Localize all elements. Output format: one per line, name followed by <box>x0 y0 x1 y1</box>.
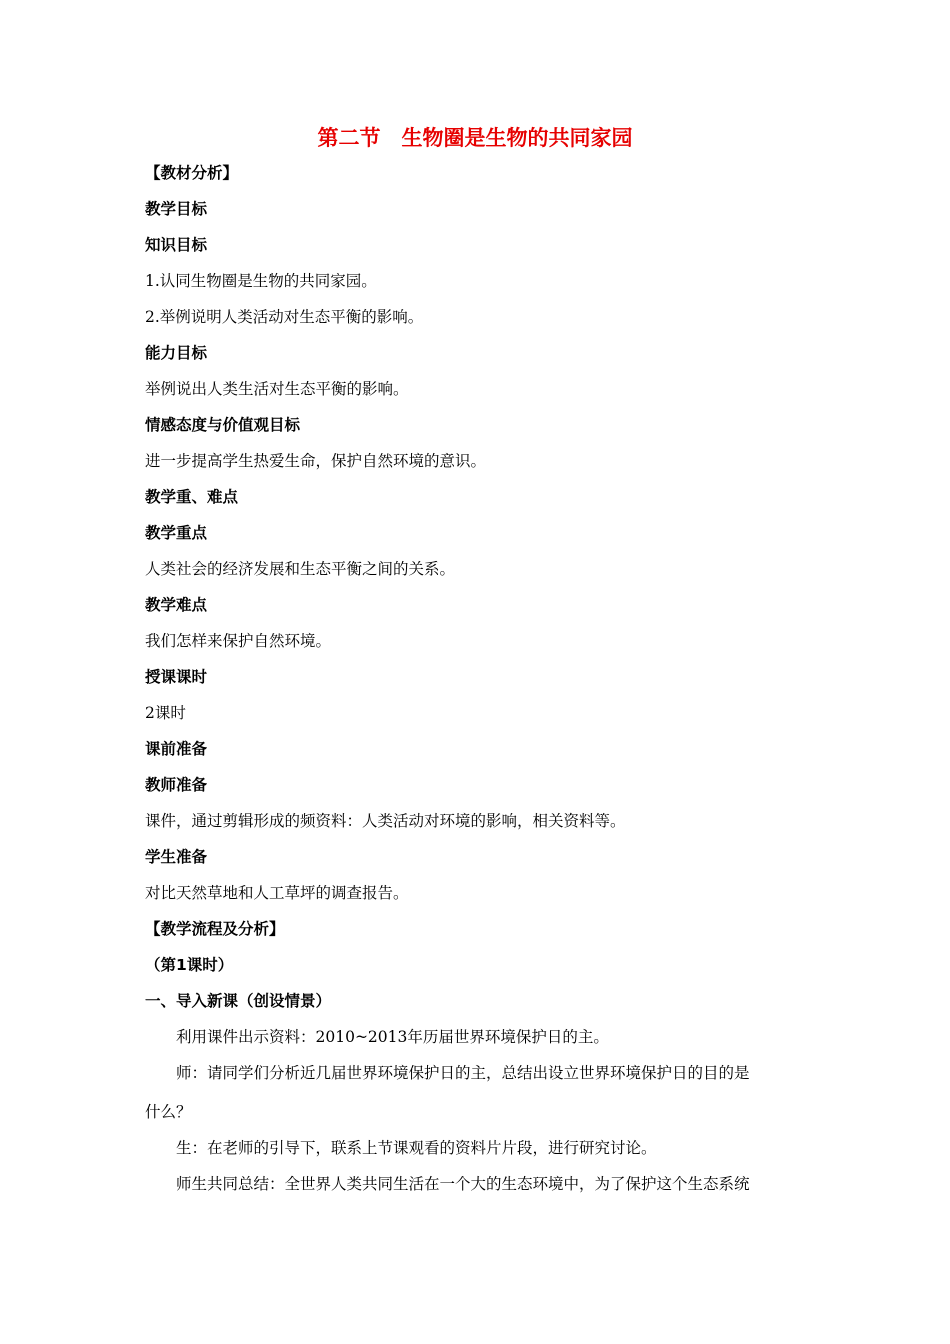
heading-introduction: 一、导入新课（创设情景） <box>145 992 332 1010</box>
heading-key-difficult-points: 教学重、难点 <box>145 488 239 506</box>
lesson-period-label: （第1课时） <box>145 956 234 974</box>
teacher-preparation-text: 课件，通过剪辑形成的频资料：人类活动对环境的影响，相关资料等。 <box>145 812 626 830</box>
paragraph-teacher-question-cont: 什么？ <box>145 1103 192 1121</box>
key-point-text: 人类社会的经济发展和生态平衡之间的关系。 <box>145 560 456 578</box>
heading-difficult-point: 教学难点 <box>145 596 208 614</box>
page-title: 第二节 生物圈是生物的共同家园 <box>317 126 633 150</box>
ability-goal-text: 举例说出人类生活对生态平衡的影响。 <box>145 380 409 398</box>
heading-teacher-preparation: 教师准备 <box>145 776 208 794</box>
difficult-point-text: 我们怎样来保护自然环境。 <box>145 632 332 650</box>
paragraph-summary: 师生共同总结：全世界人类共同生活在一个大的生态环境中，为了保护这个生态系统 <box>176 1175 750 1193</box>
heading-ability-goals: 能力目标 <box>145 344 208 362</box>
paragraph-teacher-question: 师：请同学们分析近几届世界环境保护日的主，总结出设立世界环境保护日的目的是 <box>176 1064 750 1082</box>
section-heading-textbook-analysis: 【教材分析】 <box>145 164 239 182</box>
knowledge-goal-2: 2.举例说明人类活动对生态平衡的影响。 <box>145 308 424 326</box>
section-heading-teaching-process: 【教学流程及分析】 <box>145 920 285 938</box>
student-preparation-text: 对比天然草地和人工草坪的调查报告。 <box>145 884 409 902</box>
paragraph-courseware: 利用课件出示资料：2010~2013年历届世界环境保护日的主。 <box>176 1028 609 1046</box>
heading-student-preparation: 学生准备 <box>145 848 208 866</box>
class-hours-text: 2课时 <box>145 704 186 722</box>
paragraph-student-response: 生：在老师的引导下，联系上节课观看的资料片片段，进行研究讨论。 <box>176 1139 657 1157</box>
knowledge-goal-1: 1.认同生物圈是生物的共同家园。 <box>145 272 377 290</box>
heading-teaching-goals: 教学目标 <box>145 200 208 218</box>
heading-knowledge-goals: 知识目标 <box>145 236 208 254</box>
emotion-goal-text: 进一步提高学生热爱生命，保护自然环境的意识。 <box>145 452 487 470</box>
heading-key-point: 教学重点 <box>145 524 208 542</box>
heading-preparation: 课前准备 <box>145 740 208 758</box>
heading-class-hours: 授课课时 <box>145 668 208 686</box>
heading-emotion-goals: 情感态度与价值观目标 <box>145 416 301 434</box>
